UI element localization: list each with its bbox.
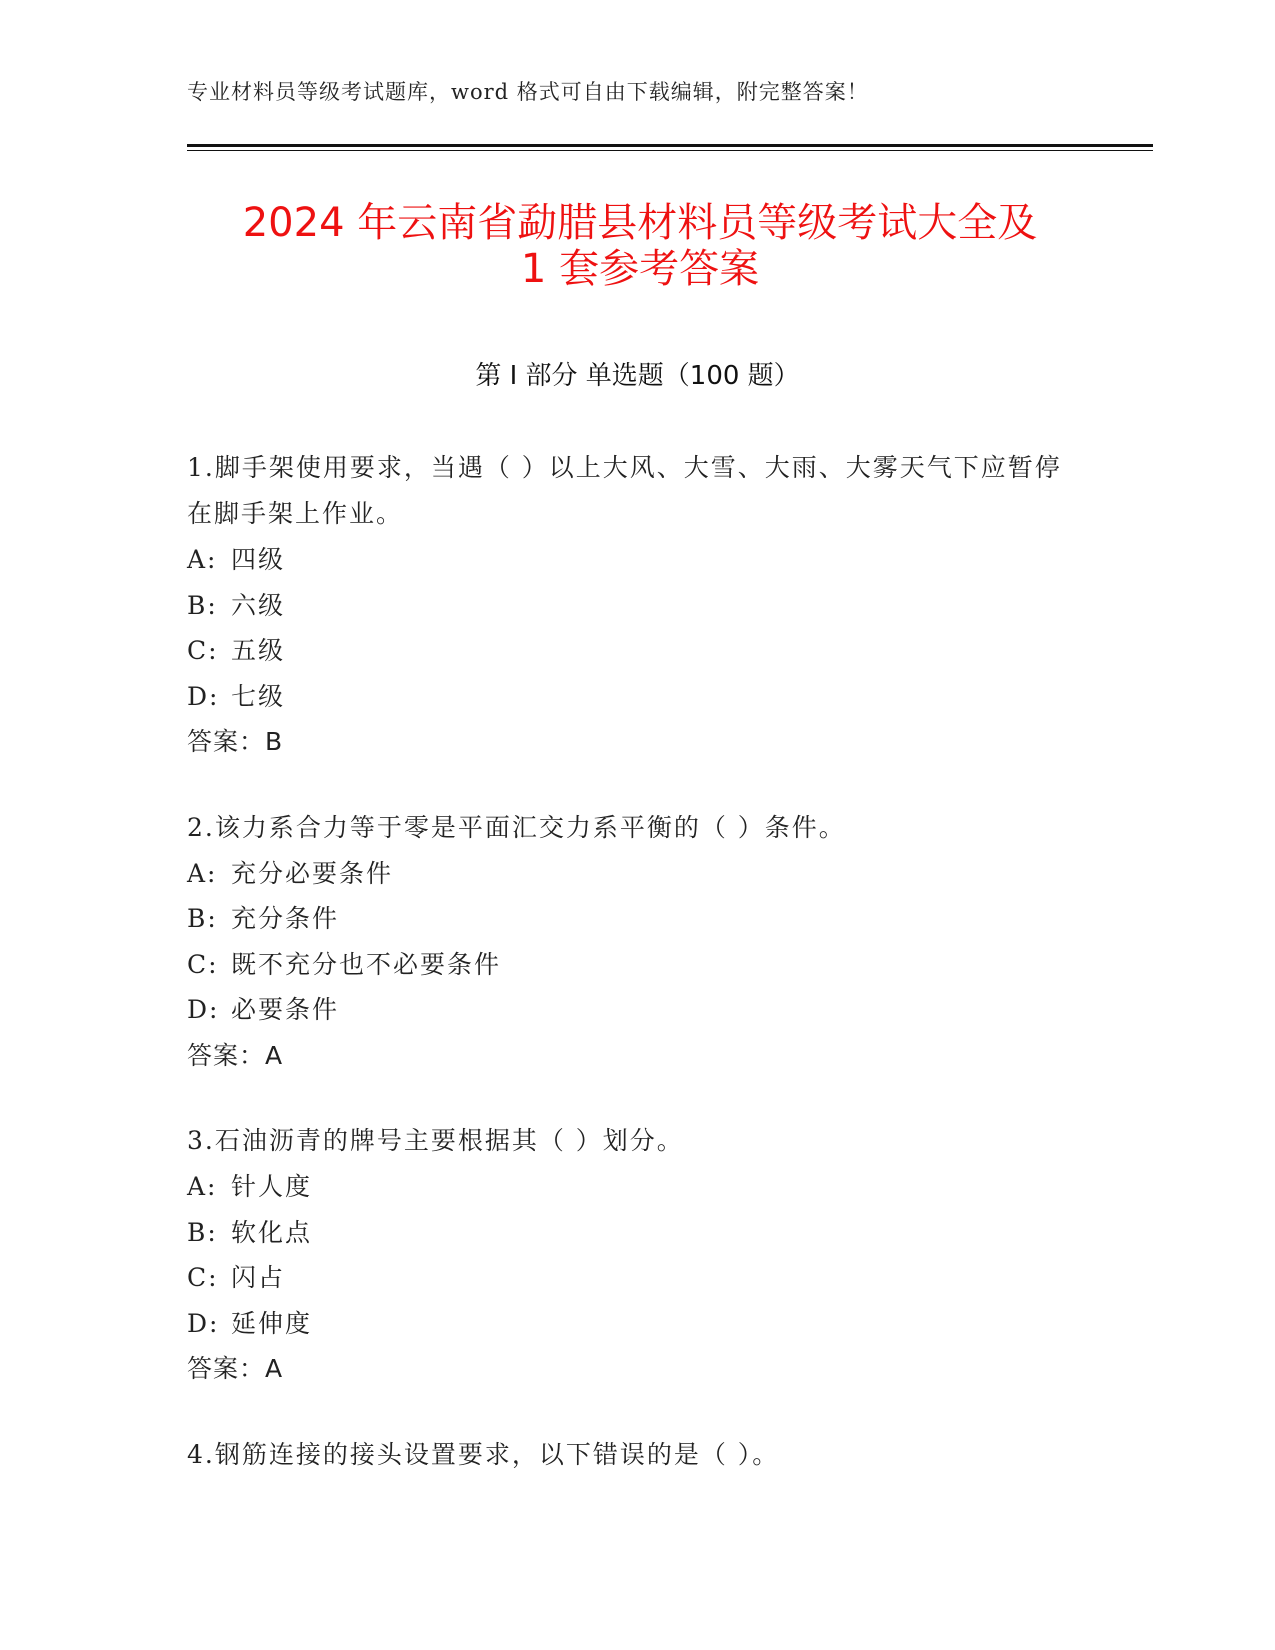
option-key: D:	[187, 1308, 220, 1338]
option-text: 既不充分也不必要条件	[231, 949, 502, 979]
option-key: B:	[187, 1217, 218, 1247]
question-stem: 1.脚手架使用要求，当遇（ ）以上大风、大雪、大雨、大雾天气下应暂停在脚手架上作业。	[187, 453, 1062, 528]
answer: 答案：A	[187, 1354, 284, 1383]
header-rule-thin	[187, 150, 1153, 151]
option-key: D:	[187, 681, 220, 711]
question-2	[187, 805, 1087, 1079]
answer: 答案：A	[187, 1040, 284, 1070]
option-text: 七级	[231, 681, 286, 711]
option-text: 五级	[231, 636, 286, 665]
section-title: 第 I 部分 单选题（100 题）	[475, 361, 800, 391]
document-title	[140, 200, 1140, 292]
answer: 答案：B	[187, 727, 284, 756]
option-key: C:	[187, 949, 219, 979]
option-b	[187, 583, 1087, 629]
option-b	[187, 896, 1087, 942]
option-text: 闪占	[231, 1263, 286, 1292]
option-key: C:	[187, 636, 219, 665]
option-c	[187, 628, 1087, 674]
option-a	[187, 1164, 1087, 1210]
question-list	[187, 445, 1087, 1518]
option-key: A:	[187, 858, 218, 888]
option-key: A:	[187, 545, 218, 574]
title-line-1: 2024 年云南省勐腊县材料员等级考试大全及	[242, 200, 1038, 246]
option-d	[187, 674, 1087, 720]
question-3	[187, 1118, 1087, 1392]
question-stem: 2.该力系合力等于零是平面汇交力系平衡的（ ）条件。	[187, 812, 846, 842]
header-rule-thick	[187, 144, 1153, 147]
option-text: 充分必要条件	[231, 858, 394, 888]
option-key: B:	[187, 590, 218, 620]
question-stem: 3.石油沥青的牌号主要根据其（ ）划分。	[187, 1126, 684, 1155]
option-c	[187, 1255, 1087, 1301]
option-a	[187, 851, 1087, 897]
option-key: B:	[187, 904, 218, 933]
option-d	[187, 987, 1087, 1033]
title-line-2: 1 套参考答案	[520, 246, 760, 292]
option-d	[187, 1301, 1087, 1347]
question-1	[187, 445, 1087, 765]
option-key: D:	[187, 995, 220, 1024]
option-text: 必要条件	[231, 995, 340, 1024]
option-text: 充分条件	[231, 904, 340, 933]
option-a	[187, 537, 1087, 583]
question-4	[187, 1432, 1087, 1478]
option-b	[187, 1210, 1087, 1256]
option-text: 延伸度	[231, 1308, 313, 1338]
option-text: 软化点	[231, 1217, 313, 1247]
option-text: 六级	[231, 590, 286, 620]
option-text: 四级	[231, 545, 286, 574]
option-text: 针人度	[231, 1172, 313, 1201]
option-c	[187, 942, 1087, 988]
option-key: A:	[187, 1172, 218, 1201]
question-stem: 4.钢筋连接的接头设置要求，以下错误的是（ ）。	[187, 1439, 780, 1469]
option-key: C:	[187, 1263, 219, 1292]
page-header: 专业材料员等级考试题库，word 格式可自由下载编辑，附完整答案！	[187, 80, 869, 104]
